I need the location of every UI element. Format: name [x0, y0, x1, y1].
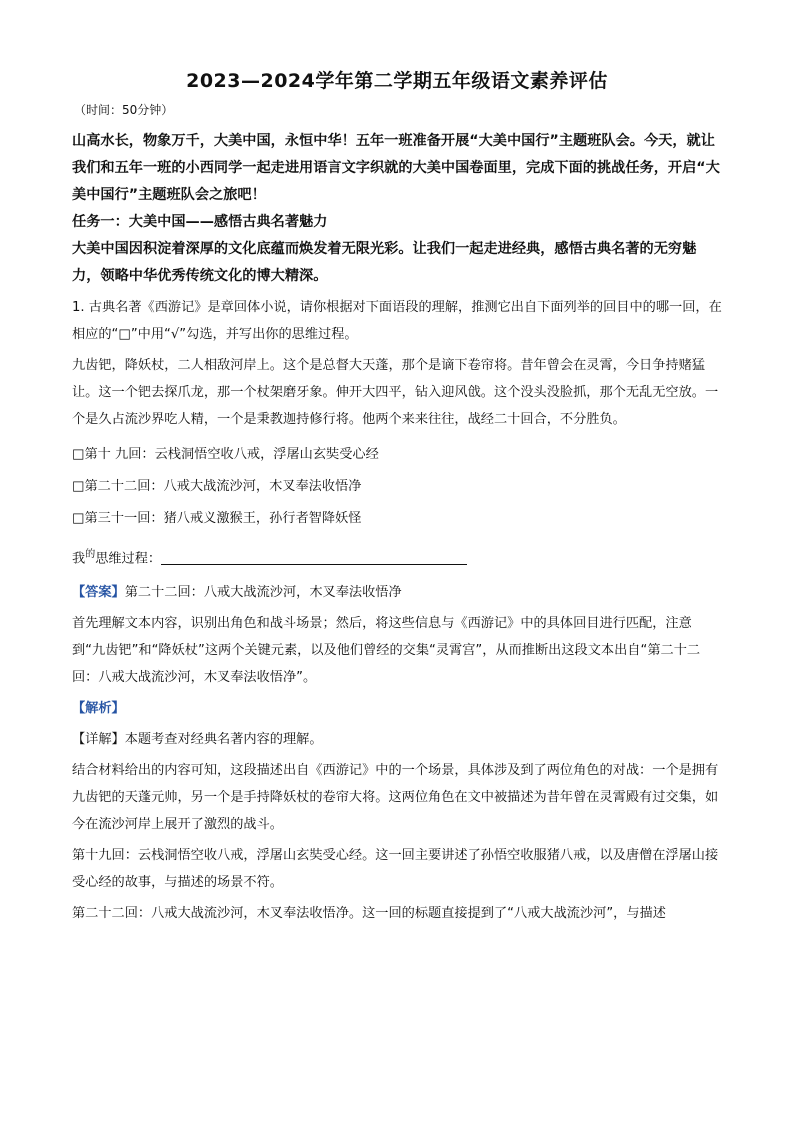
answer-line: [72, 579, 722, 606]
analysis-line: [72, 695, 722, 722]
option-chapter-22[interactable]: □第二十二回：八戒大战流沙河，木叉奉法收悟净: [72, 479, 362, 494]
detail-line: [72, 726, 722, 753]
answer-tag: 【答案】: [72, 585, 125, 601]
exam-time: （时间：50分钟）: [74, 103, 174, 117]
exam-title: 2023—2024学年第二学期五年级语文素养评估: [186, 70, 608, 92]
options-list: [72, 439, 722, 535]
detail-text: 本题考查对经典名著内容的理解。: [124, 732, 323, 748]
analysis-paragraph-1: 结合材料给出的内容可知，这段描述出自《西游记》中的一个场景，具体涉及到了两位角色的对战：一个是拥有九齿钯的天蓬元帅，另一个是手持降妖杖的卷帘大将。这两位角色在文中被描述为昔年曾在灵霄殿有过交集，如今在流沙河岸上展开了激烈的战斗。: [72, 763, 719, 833]
analysis-paragraph-2: 第十九回：云栈洞悟空收八戒，浮屠山玄奘受心经。这一回主要讲述了孙悟空收服猪八戒，以及唐僧在浮屠山接受心经的故事，与描述的场景不符。: [72, 848, 719, 891]
answer-text: 第二十二回：八戒大战流沙河，木叉奉法收悟净: [124, 585, 402, 601]
analysis-paragraph-3: 第二十二回：八戒大战流沙河，木叉奉法收悟净。这一回的标题直接提到了“八戒大战流沙河”，与描述: [72, 906, 666, 922]
detail-tag: 【详解】: [72, 732, 125, 748]
thinking-label: 我: [72, 551, 86, 567]
task1-description: 大美中国因积淀着深厚的文化底蕴而焕发着无限光彩。让我们一起走进经典，感悟古典名著的无穷魅力，领略中华优秀传统文化的博大精深。: [72, 241, 697, 284]
option-chapter-31[interactable]: □第三十一回：猪八戒义激猴王，孙行者智降妖怪: [72, 511, 362, 526]
task1-heading: 任务一：大美中国——感悟古典名著魅力: [72, 214, 328, 230]
thinking-line: [72, 539, 722, 575]
thinking-answer-blank[interactable]: [161, 549, 467, 565]
analysis-tag: 【解析】: [72, 701, 125, 717]
thinking-label-rest: 思维过程：: [95, 551, 162, 567]
intro-paragraph: 山高水长，物象万千，大美中国，永恒中华！五年一班准备开展“大美中国行”主题班队会。今天，就让我们和五年一班的小西同学一起走进用语言文字织就的大美中国卷面里，完成下面的挑战任务，开启“大美中国行”主题班队会之旅吧！: [72, 133, 720, 203]
question-passage: 九齿钯，降妖杖，二人相敌河岸上。这个是总督大天蓬，那个是谪下卷帘将。昔年曾会在灵霄，今日争持赌猛让。这一个钯去探爪龙，那一个杖架磨牙象。伸开大四平，钻入迎风戗。这个没头没脸抓，那个无乱无空放。一个是久占流沙界吃人精，一个是秉教迦持修行将。他两个来来往往，战经二十回合，不分胜负。: [72, 358, 719, 427]
option-chapter-19[interactable]: □第十 九回：云栈洞悟空收八戒，浮屠山玄奘受心经: [72, 447, 379, 462]
question-stem: 1. 古典名著《西游记》是章回体小说，请你根据对下面语段的理解，推测它出自下面列举的回目中的哪一回，在相应的“□”中用“√”勾选，并写出你的思维过程。: [72, 300, 722, 342]
thinking-sup: 的: [85, 549, 96, 560]
document-page: [72, 66, 722, 927]
answer-explanation: 首先理解文本内容，识别出角色和战斗场景；然后，将这些信息与《西游记》中的具体回目进行匹配，注意到“九齿钯”和“降妖杖”这两个关键元素，以及他们曾经的交集“灵霄宫”，从而推断出这段文本出自“第二十二回：八戒大战流沙河，木叉奉法收悟净”。: [72, 616, 701, 686]
